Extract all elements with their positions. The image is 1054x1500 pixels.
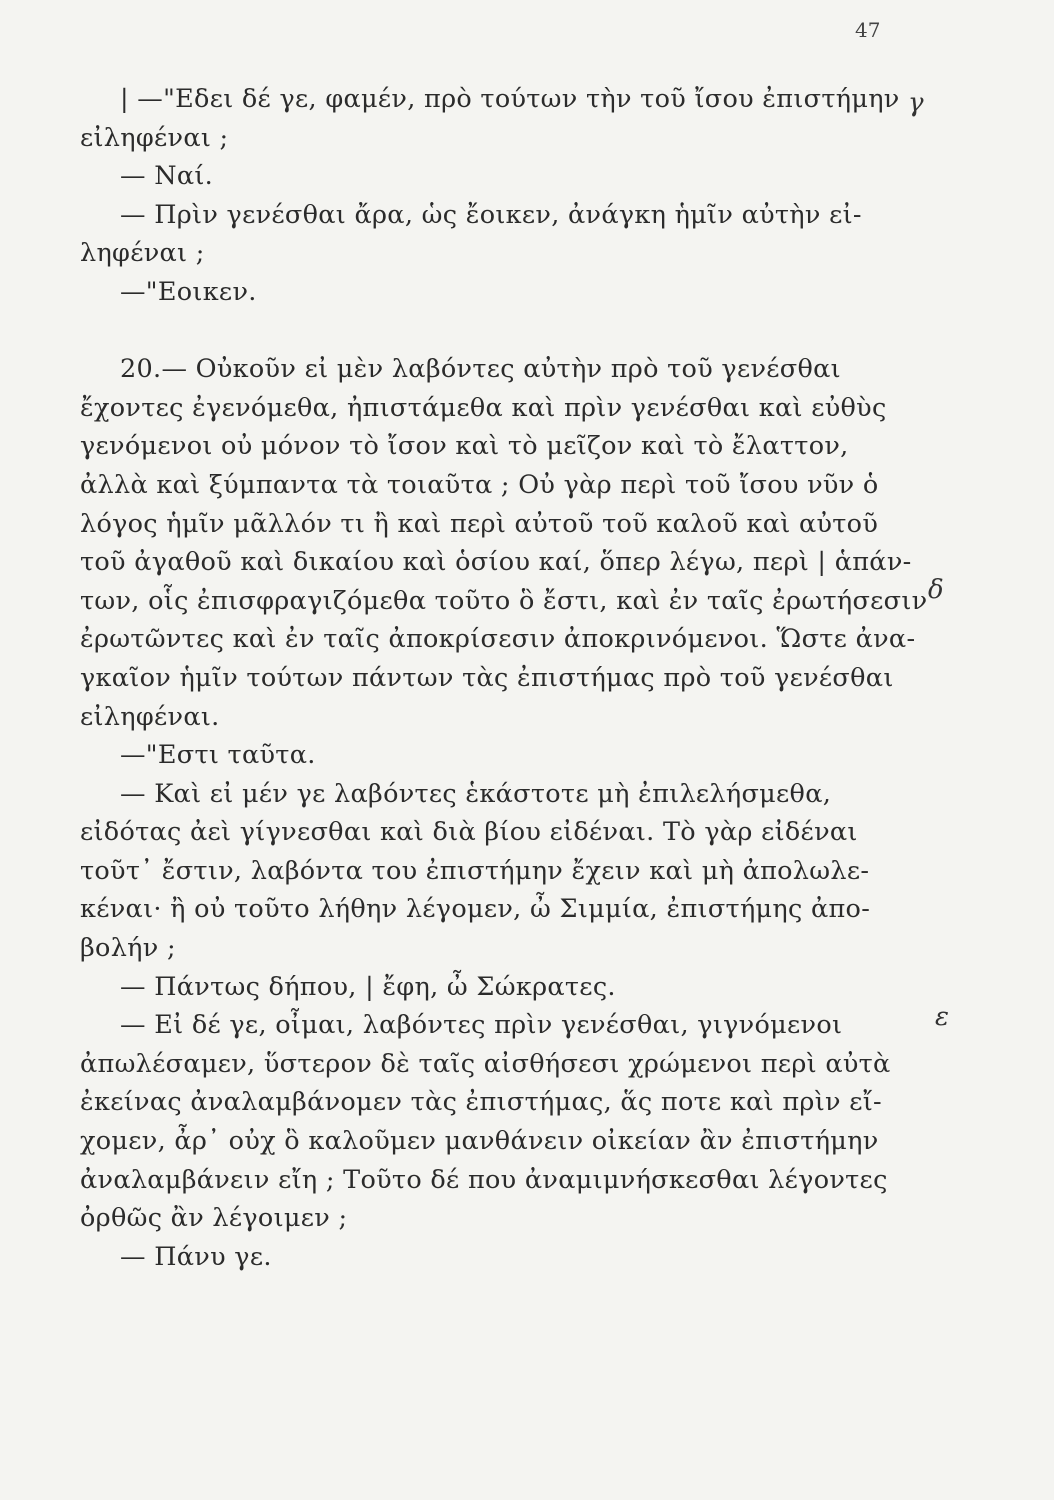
text-line: τοῦ ἀγαθοῦ καὶ δικαίου καὶ ὁσίου καί, ὅπερ λέγω, περὶ | ἁπάν-	[80, 547, 912, 578]
text-line: ἐκείνας ἀναλαμβάνομεν τὰς ἐπιστήμας, ἅς ποτε καὶ πρὶν εἴ-	[80, 1087, 882, 1118]
text-line: εἰληφέναι ;	[80, 122, 229, 153]
text-line: εἰληφέναι.	[80, 701, 220, 732]
text-line: γενόμενοι οὐ μόνον τὸ ἴσον καὶ τὸ μεῖζον καὶ τὸ ἔλαττον,	[80, 431, 849, 462]
text-line: ἀλλὰ καὶ ξύμπαντα τὰ τοιαῦτα ; Οὐ γὰρ περὶ τοῦ ἴσου νῦν ὁ	[80, 469, 879, 500]
text-line: — Πάντως δήπου, | ἔφη, ὦ Σώκρατες.	[120, 971, 616, 1002]
text-line: ληφέναι ;	[80, 238, 205, 269]
text-line: κέναι· ἢ οὐ τοῦτο λήθην λέγομεν, ὦ Σιμμία, ἐπιστήμης ἀπο-	[80, 894, 871, 925]
text-line: —"Εστι ταῦτα.	[120, 740, 316, 771]
text-line: εἰδότας ἀεὶ γίγνεσθαι καὶ διὰ βίου εἰδέναι. Τὸ γὰρ εἰδέναι	[80, 817, 858, 848]
text-line: ἀναλαμβάνειν εἴη ; Τοῦτο δέ που ἀναμιμνήσκεσθαι λέγοντες	[80, 1164, 888, 1195]
text-line: — Καὶ εἰ μέν γε λαβόντες ἑκάστοτε μὴ ἐπιλελήσμεθα,	[120, 778, 832, 809]
text-line: βολήν ;	[80, 933, 176, 964]
text-line: ὀρθῶς ἂν λέγοιμεν ;	[80, 1203, 348, 1234]
text-line: χομεν, ἆρ᾽ οὐχ ὃ καλοῦμεν μανθάνειν οἰκείαν ἂν ἐπιστήμην	[80, 1126, 879, 1157]
text-line: λόγος ἡμῖν μᾶλλόν τι ἢ καὶ περὶ αὐτοῦ τοῦ καλοῦ καὶ αὐτοῦ	[80, 508, 879, 539]
text-line: | —"Εδει δέ γε, φαμέν, πρὸ τούτων τὴν τοῦ ἴσου ἐπιστήμην	[120, 84, 900, 114]
margin-stephanus-marker: γ	[908, 88, 924, 118]
text-line: ἔχοντες ἐγενόμεθα, ἠπιστάμεθα καὶ πρὶν γενέσθαι καὶ εὐθὺς	[80, 392, 887, 423]
body-text	[80, 80, 928, 1276]
text-line: — Εἰ δέ γε, οἶμαι, λαβόντες πρὶν γενέσθαι, γιγνόμενοι	[120, 1010, 843, 1041]
text-line: — Πρὶν γενέσθαι ἄρα, ὡς ἔοικεν, ἀνάγκη ἡμῖν αὐτὴν εἰ-	[120, 199, 862, 230]
text-line: — Πάνυ γε.	[120, 1241, 272, 1272]
text-line: ἐρωτῶντες καὶ ἐν ταῖς ἀποκρίσεσιν ἀποκρινόμενοι. Ὥστε ἀνα-	[80, 624, 916, 655]
text-line: τοῦτ᾽ ἔστιν, λαβόντα του ἐπιστήμην ἔχειν καὶ μὴ ἀπολωλε-	[80, 855, 870, 886]
text-line: των, οἷς ἐπισφραγιζόμεθα τοῦτο ὃ ἔστι, καὶ ἐν ταῖς ἐρωτήσεσιν	[80, 585, 928, 616]
text-line: 20.— Οὐκοῦν εἰ μὲν λαβόντες αὐτὴν πρὸ τοῦ γενέσθαι	[120, 354, 841, 385]
text-line: γκαῖον ἡμῖν τούτων πάντων τὰς ἐπιστήμας πρὸ τοῦ γενέσθαι	[80, 662, 894, 693]
text-line: —"Εοικεν.	[120, 276, 257, 307]
text-line	[80, 312, 910, 351]
text-line: ἀπωλέσαμεν, ὕστερον δὲ ταῖς αἰσθήσεσι χρώμενοι περὶ αὐτὰ	[80, 1048, 891, 1079]
margin-stephanus-marker: δ	[928, 575, 944, 605]
page-number: 47	[855, 18, 881, 42]
margin-stephanus-marker: ε	[935, 1002, 949, 1032]
text-line: — Ναί.	[120, 161, 214, 192]
